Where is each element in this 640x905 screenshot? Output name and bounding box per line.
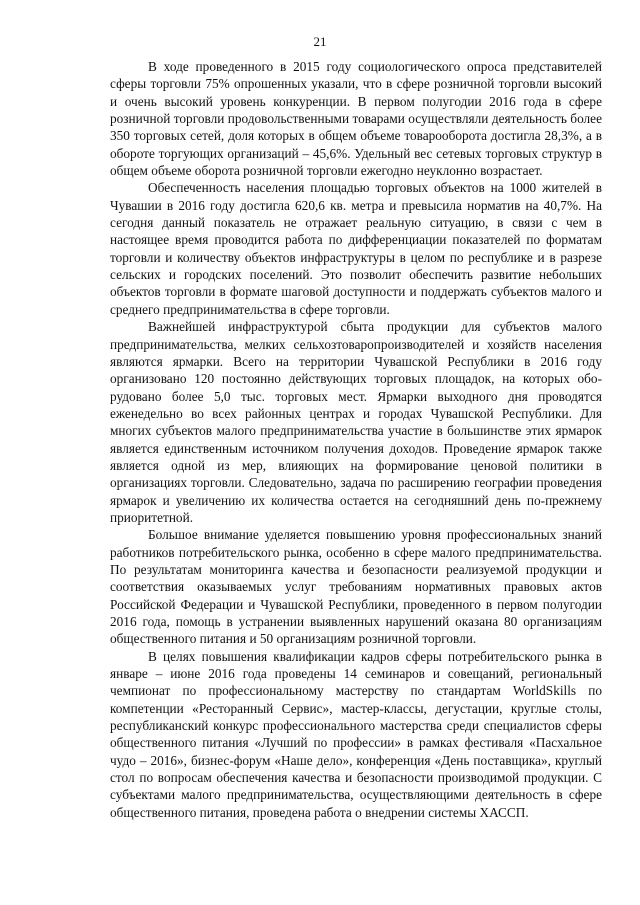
body-text: [110, 58, 602, 821]
page-number: 21: [313, 34, 327, 49]
paragraph-professional-knowledge: Большое внимание уделяется повышению уровня профессиональных знаний работников потребительского рынка, особенно в сфере малого предпринимательства. По результатам мониторинга качества и безопасности реализуемой продукции и соответствия оказываемых услуг требованиям нормативных правовых актов Российской Федерации и Чувашской Республики, проведенного в первом полугодии 2016 года, помощь в устранении выявленных нарушений оказана 80 организациям общественного питания и 50 организациям розничной торговли.: [110, 527, 602, 647]
paragraph-sociological-survey: В ходе проведенного в 2015 году социологического опроса представителей сферы торговли 75% опрошенных указали, что в сфере розничной торговли высокий и очень высокий уровень конкуренции. В первом полугодии 2016 года в сфере розничной торговли продовольственными товарами осуществляли деятельность более 350 торговых сетей, доля которых в общем объеме товарооборота достигла 28,3%, а в обороте торгующих организаций – 45,6%. Удельный вес сетевых торговых структур в общем объеме оборота розничной торговли ежегодно неуклонно возрастает.: [110, 59, 602, 179]
paragraph-staff-qualification: В целях повышения квалификации кадров сферы потребительского рынка в январе – июне 2016 года проведены 14 семинаров и совещаний, региональный чемпионат по профессиональному мастерству по стандартам WorldSkills по компетенции «Ресторанный Сервис», мастер-классы, дегустации, круглые столы, республиканский конкурс профессионального мастерства среди специалистов сферы общественного питания «Лучший по профессии» в рамках фестиваля «Пасхальное чудо – 2016», бизнес-форум «Наше дело», конференция «День поставщика», круглый стол по вопросам обеспечения качества и безопасности производимой продукции. С субъектами малого предпринимательства, осуществляющими деятельность в сфере общественного питания, проведена работа о внедрении системы ХАССП.: [110, 648, 602, 820]
paragraph-fairs-infrastructure: Важнейшей инфраструктурой сбыта продукции для субъектов малого предпринимательства, мелких сельхозтоваропроизводителей и хозяйств населения являются ярмарки. Всего на территории Чувашской Республики в 2016 году организовано 120 постоянно действующих торговых площадок, на которых оборудовано более 5,0 тыс. торговых мест. Ярмарки выходного дня проводятся еженедельно во всех районных центрах и городах Чувашской Республики. Для многих субъектов малого предпринимательства участие в большинстве этих ярмарок является единственным источником получения доходов. Проведение ярмарок также является одной из мер, влияющих на формирование ценовой политики в организациях торговли. Следовательно, задача по расширению географии проведения ярмарок и увеличению их количества остается на сегодняшний день по-прежнему приоритетной.: [110, 319, 602, 525]
paragraph-retail-area-provision: Обеспеченность населения площадью торговых объектов на 1000 жителей в Чувашии в 2016 году достигла 620,6 кв. метра и превысила норматив на 40,7%. На сегодня данный показатель не отражает реальную ситуацию, в связи с чем в настоящее время проводится работа по дифференциации показателей по форматам торговли и количеству объектов инфраструктуры в целом по республике и в разрезе сельских и городских поселений. Это позволит обеспечить развитие небольших объектов торговли в формате шаговой доступности и поддержать субъектов малого и среднего предпринимательства в сфере торговли.: [110, 180, 602, 317]
